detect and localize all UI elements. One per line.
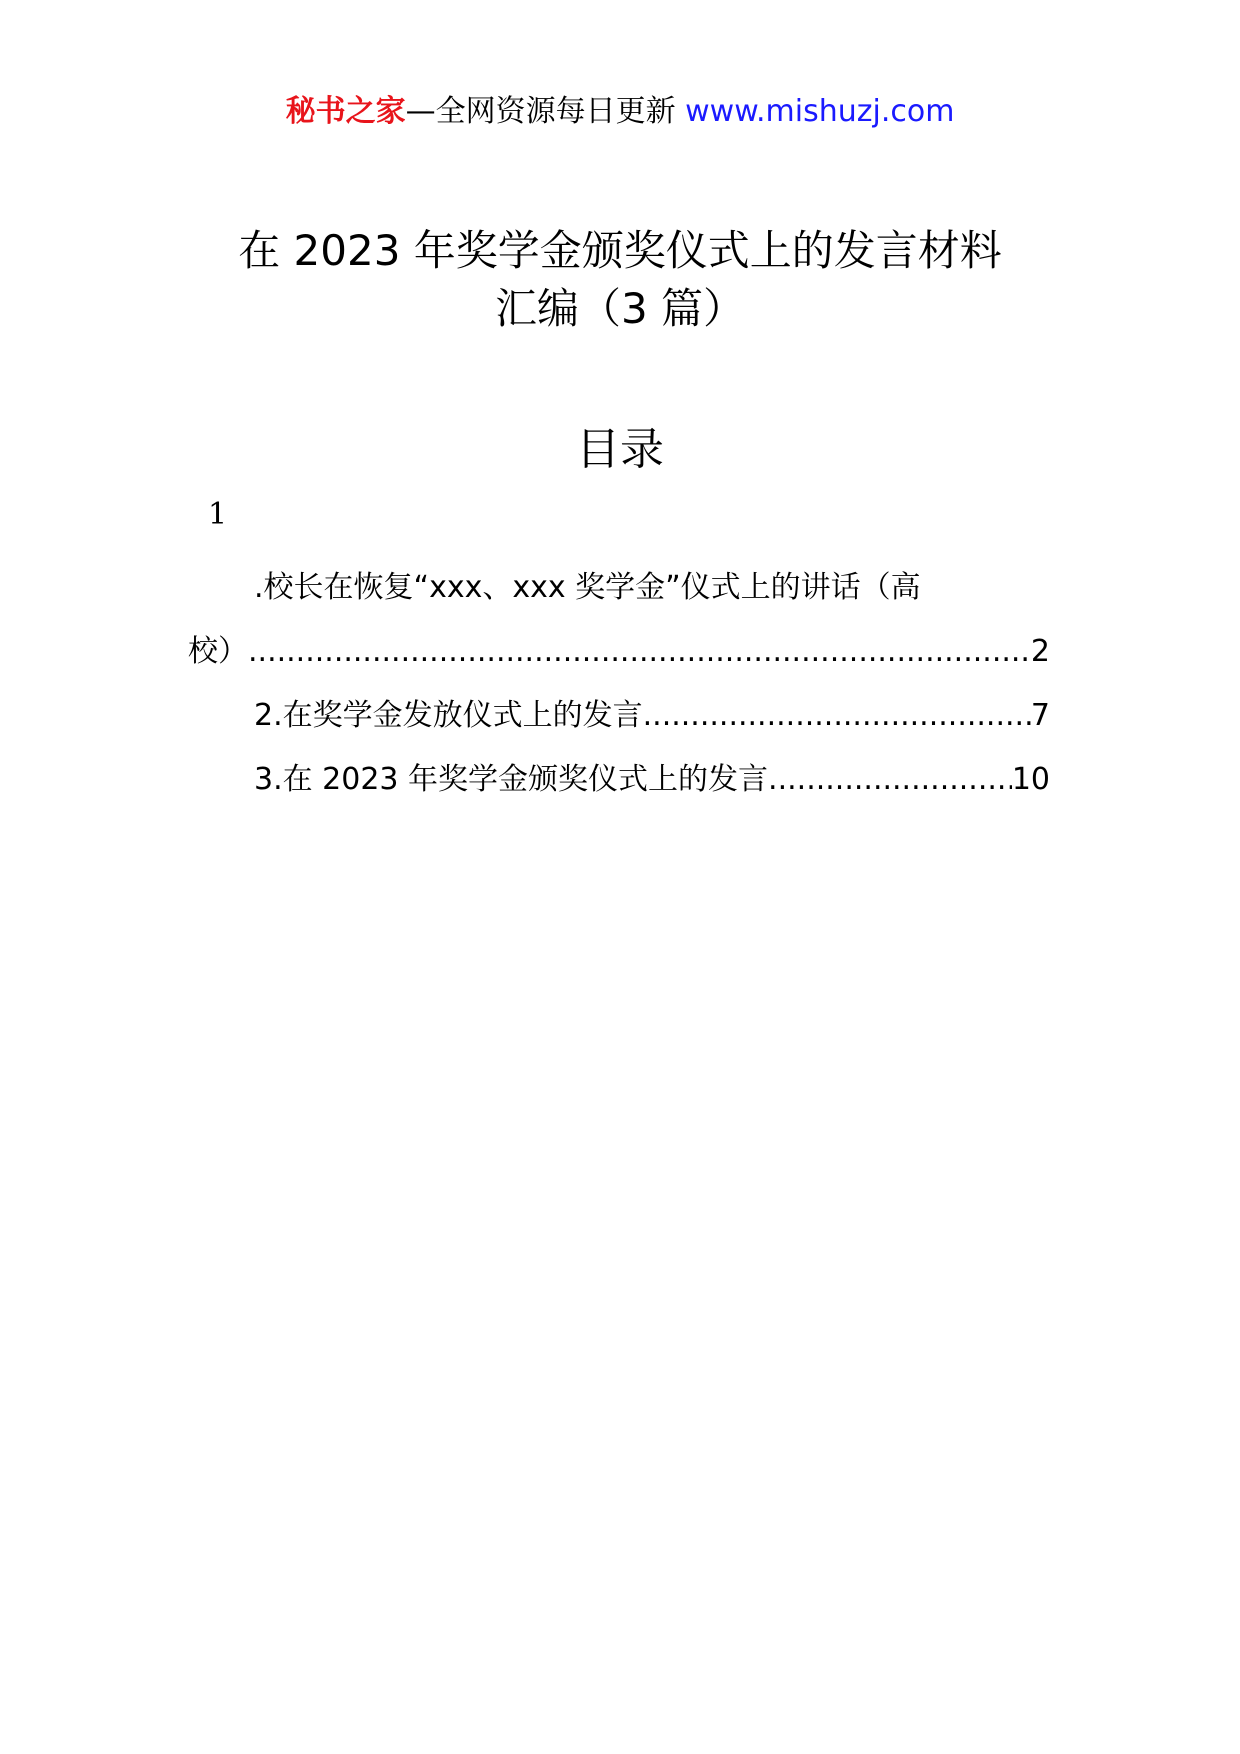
toc-heading: 目录 <box>576 424 664 475</box>
toc-entry-2[interactable] <box>188 684 1050 748</box>
document-title-line-1: 在 2023 年奖学金颁奖仪式上的发言材料 <box>238 226 1002 275</box>
site-header <box>0 92 1240 132</box>
document-title-line-2: 汇编（3 篇） <box>494 284 746 333</box>
site-slogan: —全网资源每日更新 <box>405 94 686 129</box>
toc-entry-1-leader-dots <box>248 620 1031 684</box>
toc-entry-3-page: 10 <box>1011 762 1050 797</box>
toc-entry-3[interactable] <box>188 748 1050 812</box>
toc-entry-3-title: 3.在 2023 年奖学金颁奖仪式上的发言 <box>254 762 769 797</box>
toc-entry-1-title: .校长在恢复“xxx、xxx 奖学金”仪式上的讲话（高 <box>254 570 921 605</box>
toc-entry-3-leader-dots <box>768 748 1012 812</box>
toc-entry-2-page: 7 <box>1030 698 1050 733</box>
toc-list-number: 1 <box>208 497 228 532</box>
toc-entry-2-title: 2.在奖学金发放仪式上的发言 <box>254 698 643 733</box>
toc-entry-1-title-continued: 校） <box>188 634 248 669</box>
brand-name: 秘书之家 <box>285 94 406 129</box>
toc-entry-2-leader-dots <box>643 684 1031 748</box>
toc-entry-1-first-line[interactable] <box>188 556 1050 620</box>
toc-entry-1-second-line[interactable] <box>188 620 1050 684</box>
document-title <box>190 222 1050 338</box>
site-url-link[interactable]: www.mishuzj.com <box>685 94 955 129</box>
toc-entry-1-page: 2 <box>1030 634 1050 669</box>
table-of-contents <box>188 556 1050 812</box>
